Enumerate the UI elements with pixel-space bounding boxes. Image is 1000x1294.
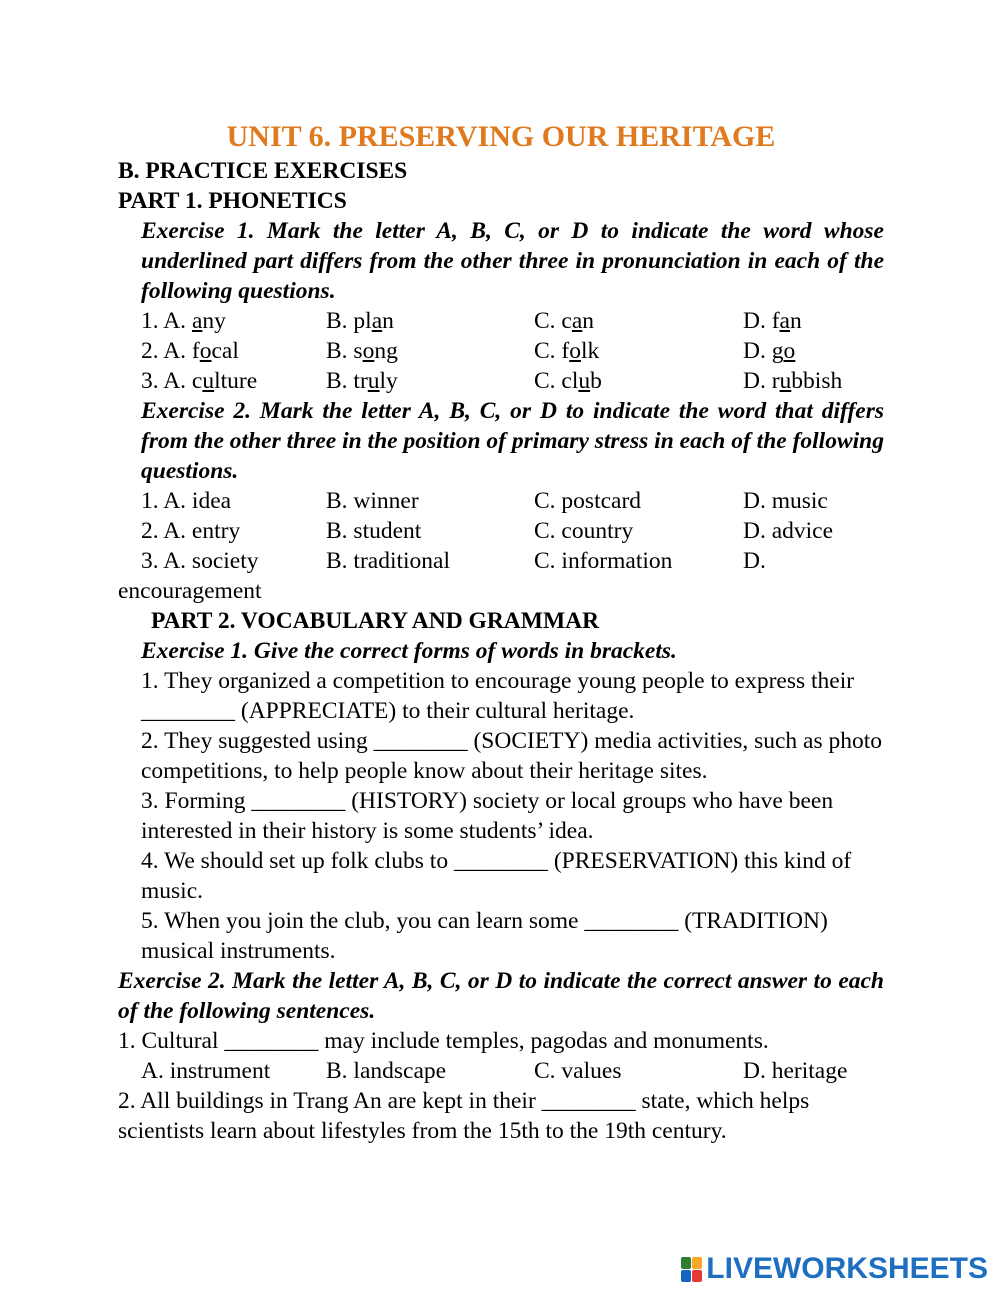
stress-row bbox=[118, 546, 884, 576]
word-form-item-2: 2. They suggested using ________ (SOCIETY) media activities, such as photo competitions, to help people know about their heritage sites. bbox=[141, 728, 883, 784]
part2-ex2-instruction: Exercise 2. Mark the letter A, B, C, or D to indicate the correct answer to each of the following sentences. bbox=[118, 968, 884, 1024]
option-c: C. values bbox=[534, 1058, 622, 1084]
phonetics-option: D. go bbox=[743, 338, 796, 364]
stress-option: B. traditional bbox=[326, 548, 451, 574]
word-form-item-4: 4. We should set up folk clubs to ________ (PRESERVATION) this kind of music. bbox=[141, 848, 852, 904]
word-form-item-3: 3. Forming ________ (HISTORY) society or local groups who have been interested in their history is some students’ idea. bbox=[141, 788, 834, 844]
stress-option: C. country bbox=[534, 518, 634, 544]
stress-option: B. student bbox=[326, 518, 422, 544]
phonetics-row bbox=[118, 366, 884, 396]
stress-option: 1. A. idea bbox=[141, 488, 232, 514]
stress-option: 3. A. society bbox=[141, 548, 259, 574]
phonetics-option: B. truly bbox=[326, 368, 398, 394]
overflow-option-text: encouragement bbox=[118, 578, 262, 604]
mc-question-1: 1. Cultural ________ may include temples, pagodas and monuments. bbox=[118, 1028, 769, 1054]
stress-option: C. information bbox=[534, 548, 673, 574]
logo-mark-icon bbox=[681, 1257, 702, 1282]
part2-ex1-instruction: Exercise 1. Give the correct forms of words in brackets. bbox=[141, 638, 677, 664]
stress-option: D. advice bbox=[743, 518, 834, 544]
stress-row bbox=[118, 486, 884, 516]
phonetics-option: 2. A. focal bbox=[141, 338, 239, 364]
phonetics-option: B. plan bbox=[326, 308, 394, 334]
part1-ex1-instruction: Exercise 1. Mark the letter A, B, C, or D to indicate the word whose underlined part differs from the other three in pronunciation in each of the following questions. bbox=[141, 218, 884, 304]
stress-question-list bbox=[118, 486, 884, 576]
mc-question-2: 2. All buildings in Trang An are kept in their ________ state, which helps scientists learn about lifestyles from the 15th to the 19th century. bbox=[118, 1088, 810, 1144]
phonetics-row bbox=[118, 336, 884, 366]
option-b: B. landscape bbox=[326, 1058, 447, 1084]
stress-row bbox=[118, 516, 884, 546]
phonetics-option: D. fan bbox=[743, 308, 802, 334]
logo-text: LIVEWORKSHEETS bbox=[706, 1252, 988, 1285]
option-a: A. instrument bbox=[141, 1058, 271, 1084]
stress-option: 2. A. entry bbox=[141, 518, 241, 544]
word-form-item-5: 5. When you join the club, you can learn some ________ (TRADITION) musical instruments. bbox=[141, 908, 828, 964]
part1-heading: PART 1. PHONETICS bbox=[118, 188, 347, 214]
phonetics-option: C. folk bbox=[534, 338, 600, 364]
word-form-item-1: 1. They organized a competition to encourage young people to express their ________ (APPRECIATE) to their cultural heritage. bbox=[141, 668, 855, 724]
stress-option: C. postcard bbox=[534, 488, 642, 514]
mc-question-1-options bbox=[118, 1056, 884, 1086]
phonetics-option: C. club bbox=[534, 368, 602, 394]
phonetics-row bbox=[118, 306, 884, 336]
phonetics-option: 3. A. culture bbox=[141, 368, 258, 394]
page-title: UNIT 6. PRESERVING OUR HERITAGE bbox=[226, 120, 776, 153]
phonetics-question-list bbox=[118, 306, 884, 396]
stress-option: B. winner bbox=[326, 488, 419, 514]
phonetics-option: 1. A. any bbox=[141, 308, 226, 334]
phonetics-option: C. can bbox=[534, 308, 595, 334]
part1-ex2-instruction: Exercise 2. Mark the letter A, B, C, or D to indicate the word that differs from the other three in the position of primary stress in each of the following questions. bbox=[141, 398, 884, 484]
section-heading: B. PRACTICE EXERCISES bbox=[118, 158, 408, 184]
option-d: D. heritage bbox=[743, 1058, 848, 1084]
liveworksheets-logo bbox=[681, 1252, 988, 1286]
phonetics-option: B. song bbox=[326, 338, 398, 364]
stress-option: D. bbox=[743, 548, 766, 574]
stress-option: D. music bbox=[743, 488, 828, 514]
worksheet-page bbox=[118, 118, 884, 1146]
part2-heading: PART 2. VOCABULARY AND GRAMMAR bbox=[151, 608, 600, 634]
phonetics-option: D. rubbish bbox=[743, 368, 843, 394]
